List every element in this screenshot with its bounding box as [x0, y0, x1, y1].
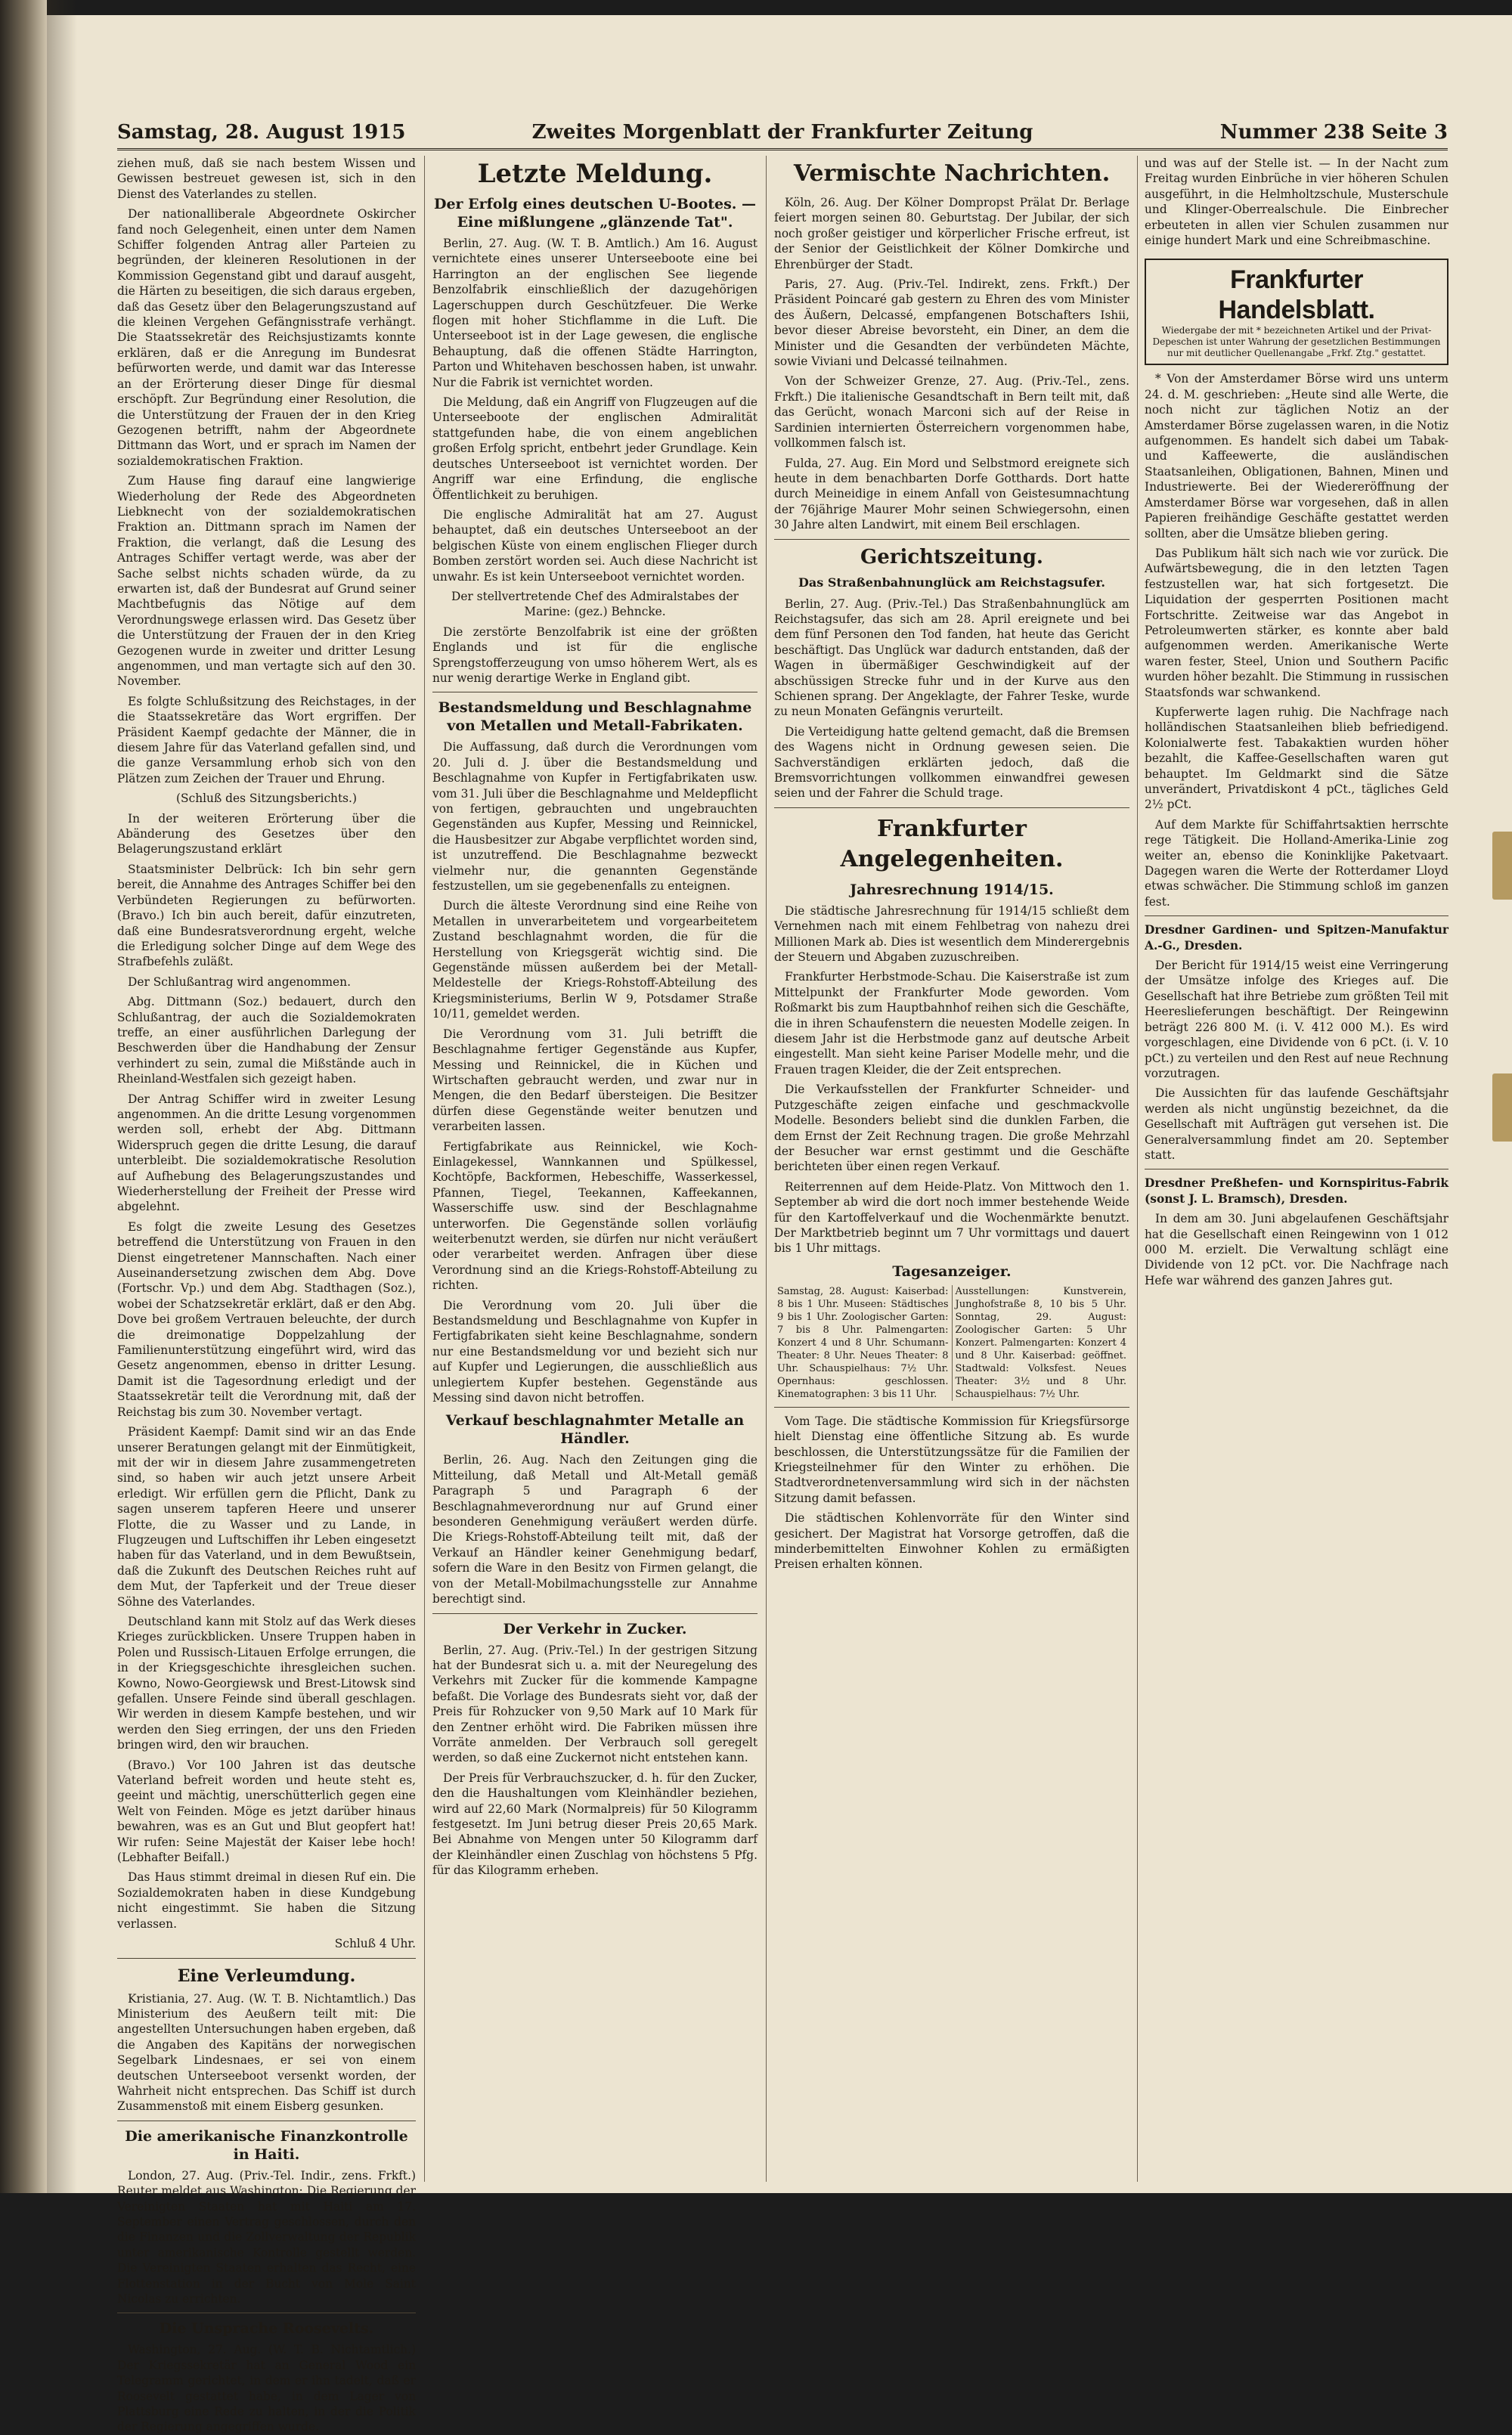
article-heading: Die Unsprache Roosevelts.	[159, 2320, 374, 2337]
divider	[432, 1613, 758, 1614]
paragraph: Zum Hause fing darauf eine langwierige Wiederholung der Rede des Abgeordneten Liebknecht von der sozialdemokratischen Fraktion an. Dittmann sprach im Namen der Fraktion, die verlangt, daß die Lesung des Antrages Schiffer vertagt werde, was aber der Sache selbst nichts schaden würde, da zu erwarten ist, daß der Bundesrat auf Grund seiner Machtbefugnis das Nötige auf dem Verordnungswege erlassen wird. Das Gesetz über die Unterstützung der Frauen der in den Krieg Gezogenen wurde in zweiter und dritter Lesung angenommen, und man vertagte sich auf den 30. November.	[117, 474, 416, 689]
column-3	[774, 156, 1129, 2182]
paragraph: Der Schlußantrag wird angenommen.	[128, 974, 351, 989]
paragraph: Fulda, 27. Aug. Ein Mord und Selbstmord ereignete sich heute in dem benachbarten Dorfe Gotthards. Dort hatte durch Meineidige in einem Anfall von Geistesumnachtung der 76jährige Maurer Mohr seinen Schwiegersohn, einen 30 Jahre alten Landwirt, mit einem Beil erschlagen.	[774, 456, 1129, 532]
paragraph: Berlin, 27. Aug. (Priv.-Tel.) Das Straßenbahnunglück am Reichstagsufer, das sich am 28. April ereignete und bei dem fünf Personen den Tod fanden, hat heute das Gericht beschäftigt. Das Unglück war dadurch entstanden, daß der Wagen in übermäßiger Geschwindigkeit auf der abschüssigen Strecke fuhr und in der Kurve aus den Schienen sprang. Der Angeklagte, der Fahrer Teske, wurde zu neun Monaten Gefängnis verurteilt.	[774, 596, 1129, 719]
paragraph: (Bravo.) Vor 100 Jahren ist das deutsche Vaterland befreit worden und heute steht es, geeint und mächtig, unerschütterlich gegen eine Welt von Feinden. Möge es jetzt darüber hinaus bewahren, was es an Gut und Blut geopfert hat! Wir rufen: Seine Majestät der Kaiser lebe hoch! (Lebhafter Beifall.)	[117, 1758, 416, 1865]
column-2	[432, 156, 758, 2182]
article-heading: Dresdner Gardinen- und Spitzen-Manufaktur A.-G., Dresden.	[1145, 923, 1448, 953]
paragraph: Durch die älteste Verordnung sind eine Reihe von Metallen in unverarbeitetem und vorgearbeitetem Zustand beschlagnahmt worden, die für die Herstellung von Kriegsgerät wichtig sind. Die Gegenstände müssen außerdem bei der Metall-Meldestelle der Kriegs-Rohstoff-Abteilung des Kriegsministeriums, Berlin W 9, Potsdamer Straße 10/11, gemeldet werden.	[432, 899, 758, 1021]
paragraph: Der Bericht für 1914/15 weist eine Verringerung der Umsätze infolge des Krieges auf. Die Gesellschaft hat ihre Betriebe zum größten Teil mit Heereslieferungen beschäftigt. Der Reingewinn beträgt 226 800 M. (i. V. 412 000 M.). Es wird vorgeschlagen, eine Dividende von 6 pCt. (i. V. 10 pCt.) zu verteilen und den Rest auf neue Rechnung vorzutragen.	[1145, 959, 1448, 1080]
paragraph: In dem am 30. Juni abgelaufenen Geschäftsjahr hat die Gesellschaft einen Reingewinn von 1 012 000 M. erzielt. Die Verwaltung schlägt eine Dividende von 12 pCt. vor. Die Nachfrage nach Hefe war während des ganzen Jahres gut.	[1145, 1212, 1448, 1287]
divider	[774, 807, 1129, 808]
paragraph: Köln, 26. Aug. Der Kölner Dompropst Prälat Dr. Berlage feiert morgen seinen 80. Geburtstag. Der Jubilar, der sich noch großer geistiger und körperlicher Frische erfreut, ist der Senior der Geistlichkeit der Kölner Domkirche und Ehrenbürger der Stadt.	[774, 196, 1129, 271]
article-heading: Gerichtszeitung.	[860, 545, 1043, 568]
column-rule	[1137, 156, 1138, 2182]
paragraph: Die zerstörte Benzolfabrik ist eine der größten Englands und ist für die englische Sprengstofferzeugung von umso höherem Wert, als es nur wenig derartige Werke in England gibt.	[432, 624, 758, 685]
signature: Der stellvertretende Chef des Admiralstabes der Marine: (gez.) Behncke.	[451, 589, 739, 619]
section-note: (Schluß des Sitzungsberichts.)	[176, 792, 357, 806]
article-heading: Der Verkehr in Zucker.	[503, 1620, 687, 1637]
paragraph: * Von der Amsterdamer Börse wird uns unterm 24. d. M. geschrieben: „Heute sind alle Werte, die noch nicht zur täglichen Notiz an der Amsterdamer Börse zugelassen waren, in die Notiz aufgenommen. Es handelt sich dabei um Tabak- und Kaffeewerte, die ausländischen Staatsanleihen, Obligationen, Bahnen, Minen und Industriewerte. Bei der Wiedereröffnung der Amsterdamer Börse war vorgesehen, daß in allen Papieren freihändige Geschäfte gestattet werden sollten, aber die Umsätze blieben gering.	[1145, 372, 1448, 541]
paragraph: Deutschland kann mit Stolz auf das Werk dieses Krieges zurückblicken. Unsere Truppen haben in Polen und Russisch-Litauen Erfolge errungen, die in der Kriegsgeschichte ihresgleichen suchen. Kowno, Nowo-Georgiewsk und Brest-Litowsk sind gefallen. Unsere Feinde sind überall geschlagen. Wir werden in diesem Kampfe bestehen, und wir werden den Sieg erringen, der uns den Frieden bringen wird, den wir brauchen.	[117, 1614, 416, 1752]
daily-listings	[774, 1285, 1129, 1401]
article-heading: Eine Verleumdung.	[177, 1966, 356, 1986]
paragraph: Der nationalliberale Abgeordnete Oskircher fand noch Gelegenheit, einen unter dem Namen Schiffer folgenden Antrag aller Parteien zu begründen, der kleineren Resolutionen in der Kommission Gegenstand gibt und darauf ausgeht, die Härten zu beseitigen, die sich daraus ergeben, daß das Gesetz über den Belagerungszustand auf die kleinen Vergehen Gefängnisstrafe verhängt. Die Staatssekretär des Reichsjustizamts konnte erklären, daß er die Anregung im Bundesrat befürworten werde, und damit war das Interesse an der Erörterung dieser Dinge für diesmal erschöpft. Zur Begründung einer Resolution, die die Unterstützung der Frauen der in den Krieg Gezogenen betrifft, nahm der Abgeordnete Dittmann das Wort, und er sprach im Namen der sozialdemokratischen Fraktion.	[117, 207, 416, 468]
article-heading: Dresdner Preßhefen- und Kornspiritus-Fabrik (sonst J. L. Bramsch), Dresden.	[1145, 1176, 1448, 1206]
column-rule	[424, 156, 425, 2182]
paragraph: Das Publikum hält sich nach wie vor zurück. Die Aufwärtsbewegung, die in den letzten Tagen festzustellen war, hat sich fortgesetzt. Die Liquidation der gesperrten Positionen macht Fortschritte. Zeitweise war das Angebot in Petroleumwerten stärker, es konnte aber bald aufgenommen werden. Amerikanische Werte waren fester, Steel, Union und Southern Pacific wurden höher bezahlt. Die Stimmung in russischen Staatsfonds war schwankend.	[1145, 546, 1448, 699]
page-tab-marker	[1492, 832, 1512, 900]
paragraph: Das Haus stimmt dreimal in diesen Ruf ein. Die Sozialdemokraten haben in diese Kundgebung nicht eingestimmt. Sie haben die Sitzung verlassen.	[117, 1870, 416, 1931]
article-heading: Bestandsmeldung und Beschlagnahme von Metallen und Metall-Fabrikaten.	[438, 699, 752, 735]
paragraph: In der weiteren Erörterung über die Abänderung des Gesetzes über den Belagerungszustand erklärt	[117, 811, 416, 857]
paragraph: Die städtische Jahresrechnung für 1914/15 schließt dem Vernehmen nach mit einem Fehlbetrag von nahezu drei Millionen Mark ab. Dies ist wesentlich dem Minderergebnis der Steuern und Abgaben zuzuschreiben.	[774, 903, 1129, 965]
paragraph: Die Meldung, daß ein Angriff von Flugzeugen auf die Unterseeboote der englischen Admiralität stattgefunden habe, die von einem angeblichen großen Erfolg spricht, entbehrt jeder Grundlage. Kein deutsches Unterseeboot ist vernichtet worden. Der Angriff war eine Erfindung, die englische Öffentlichkeit zu beruhigen.	[432, 395, 758, 502]
column-rule	[766, 156, 767, 2182]
adjacent-page-edge	[0, 0, 47, 2193]
paragraph: und was auf der Stelle ist. — In der Nacht zum Freitag wurden Einbrüche in vier höheren Schulen ausgeführt, in die Helmholtzschule, Musterschule und Klinger-Oberrealschule. Die Einbrecher erbeuteten in allen vier Schulen zusammen nur einige hundert Mark und eine Schreibmaschine.	[1145, 156, 1448, 248]
paragraph: Die Verordnung vom 31. Juli betrifft die Beschlagnahme fertiger Gegenstände aus Kupfer, Messing und Reinnickel, die in Küchen und Wirtschaften gebraucht werden, und zwar nur in Mengen, die den Bedarf übersteigen. Die Besitzer dürfen diese Gegenstände weiter benutzen und verarbeiten lassen.	[432, 1027, 758, 1134]
paragraph: Abg. Dittmann (Soz.) bedauert, durch den Schlußantrag, der auch die Sozialdemokraten treffe, an einer ausführlichen Darlegung der Beschwerden über die Handhabung der Zensur verhindert zu sein, zumal die Mißstände auch in Rheinland-Westfalen sich gezeigt haben.	[117, 995, 416, 1086]
paragraph: Der Antrag Schiffer wird in zweiter Lesung angenommen. An die dritte Lesung vorgenommen werden soll, erhebt der Abg. Dittmann Widerspruch gegen die dritte Lesung, die darauf unterbleibt. Die sozialdemokratische Resolution auf Aufhebung des Belagerungszustandes und Wiederherstellung der Freiheit der Presse wird abgelehnt.	[117, 1092, 416, 1214]
article-heading: Frankfurter Angelegenheiten.	[840, 815, 1064, 872]
paragraph: Die Aussichten für das laufende Geschäftsjahr werden als nicht ungünstig bezeichnet, da die Gesellschaft mit Aufträgen gut versehen ist. Die Generalversammlung findet am 20. September statt.	[1145, 1086, 1448, 1162]
paragraph: Auf dem Markte für Schiffahrtsaktien herrschte rege Tätigkeit. Die Holland-Amerika-Linie zog weiter an, ebenso die Koninklijke Paketvaart. Dagegen waren die Werte der Rotterdamer Lloyd etwas schwächer. Die Stimmung schloß im ganzen fest.	[1145, 817, 1448, 909]
article-subheading: Der Erfolg eines deutschen U-Bootes. — Eine mißlungene „glänzende Tat".	[433, 196, 757, 231]
divider	[774, 1407, 1129, 1408]
paragraph: Kristiania, 27. Aug. (W. T. B. Nichtamtlich.) Das Ministerium des Aeußern teilt mit: Die angestellten Untersuchungen haben ergeben, daß die Angaben des Kapitäns der norwegischen Segelbark Lindesnaes, er sei von einem deutschen Unterseeboot versenkt worden, der Wahrheit nicht entsprechen. Das Schiff ist durch Zusammenstoß mit einem Eisberg gesunken.	[117, 1991, 416, 2114]
paragraph: Die städtischen Kohlenvorräte für den Winter sind gesichert. Der Magistrat hat Vorsorge getroffen, daß die minderbemittelten Einwohner Kohlen zu ermäßigten Preisen erhalten können.	[774, 1511, 1129, 1572]
paragraph: Vom Tage. Die städtische Kommission für Kriegsfürsorge hielt Dienstag eine öffentliche Sitzung ab. Es wurde beschlossen, die Unterstützungssätze für die Familien der Kriegsteilnehmer für den Winter zu erhöhen. Die Stadtverordnetenversammlung wird sich in der nächsten Sitzung damit befassen.	[774, 1414, 1129, 1505]
paragraph: Die Verordnung vom 20. Juli über die Bestandsmeldung und Beschlagnahme von Kupfer in Fertigfabrikaten sieht keine Beschlagnahme, sondern nur eine Bestandsmeldung vor und bezieht sich nur auf Kupfer und Legierungen, die ausschließlich aus unlegiertem Kupfer bestehen. Gegenstände aus Messing sind davon nicht betroffen.	[432, 1298, 758, 1405]
page-header	[117, 121, 1448, 150]
divider	[1145, 915, 1448, 916]
divider	[774, 539, 1129, 540]
masthead-title: Frankfurter Handelsblatt.	[1218, 265, 1375, 325]
paragraph: Es folgte Schlußsitzung des Reichstages, in der die Staatssekretäre das Wort ergriffen. Der Präsident Kaempf gedachte der Männer, die in diesem Jahre für das Vaterland gefallen sind, und die ganze Versammlung erhob sich von den Plätzen zum Zeichen der Trauer und Ehrung.	[117, 694, 416, 785]
paragraph: London, 27. Aug. (Priv.-Tel. Indir., zens. Frkft.) Reuter meldet aus Washington: Die Regierung der Vereinigten Staaten hat mit Haiti am 17. September einen Vertrag geschlossen, durch den die Finanzen und die Zollverwaltung der Republik unter amerikanische Kontrolle gestellt werden. Die Vereinigten Staaten erhalten das Recht, eine Flottenstation in der Bucht von Mole Saint Nicolas zu errichten.	[117, 2168, 416, 2306]
article-subheading: Das Straßenbahnunglück am Reichstagsufer.	[798, 575, 1105, 590]
page-gutter-shadow	[47, 0, 77, 2193]
paragraph: Der Preis für Verbrauchszucker, d. h. für den Zucker, den die Haushaltungen vom Kleinhändler beziehen, wird auf 22,60 Mark (Normalpreis) für 50 Kilogramm festgesetzt. Im Juni betrug dieser Preis 20,65 Mark. Bei Abnahme von Mengen unter 50 Kilogramm darf der Kleinhändler einen Zuschlag von höchstens 5 Pfg. für das Kilogramm erheben.	[432, 1770, 758, 1878]
article-heading: Verkauf beschlagnahmter Metalle an Händler.	[445, 1412, 745, 1448]
paragraph: Die Auffassung, daß durch die Verordnungen vom 20. Juli d. J. über die Bestandsmeldung und Beschlagnahme von Kupfer in Fertigfabrikaten usw. vom 31. Juli über die Beschlagnahme und Meldepflicht von fertigen, gebrauchten und ungebrauchten Gegenständen aus Kupfer, Messing und Reinnickel, die Hausbesitzer zur Abgabe verpflichtet worden sind, ist unzutreffend. Die Beschlagnahme bezweckt vielmehr nur, die genannten Gegenstände festzustellen, um sie gegebenenfalls zu enteignen.	[432, 740, 758, 894]
paragraph: Berlin, 26. Aug. Nach den Zeitungen ging die Mitteilung, daß Metall und Alt-Metall gemäß Paragraph 5 und Paragraph 6 der Beschlagnahmeverordnung nur auf Grund einer besonderen Genehmigung veräußert werden dürfe. Die Kriegs-Rohstoff-Abteilung teilt mit, daß der Verkauf an Händler keiner Genehmigung bedarf, sofern die Ware in den Besitz von Firmen gelangt, die von der Metall-Mobilmachungsstelle zur Annahme berechtigt sind.	[432, 1453, 758, 1606]
paragraph: Berlin, 27. Aug. (W. T. B. Amtlich.) Am 16. August vernichtete eines unserer Unterseeboote eine bei Harrington an der englischen See liegende Benzolfabrik einschließlich der dazugehörigen Lagerschuppen durch Geschützfeuer. Die Werke flogen mit hoher Stichflamme in die Luft. Die Unterseeboot ist in der Lage gewesen, die englische Behauptung, daß die offenen Städte Harrington, Parton und Whitehaven beschossen haben, ist unwahr. Nur die Fabrik ist vernichtet worden.	[432, 237, 758, 389]
listings-left: Samstag, 28. August: Kaiserbad: 8 bis 1 Uhr. Museen: Städtisches 9 bis 1 Uhr. Zoologischer Garten: 7 bis 8 Uhr. Palmengarten: Konzert 4 und 8 Uhr. Schumann-Theater: 8 Uhr. Neues Theater: 8 Uhr. Schauspielhaus: 7½ Uhr. Opernhaus: geschlossen. Kinematographen: 3 bis 11 Uhr.	[774, 1285, 953, 1401]
article-subheading: Jahresrechnung 1914/15.	[850, 881, 1054, 898]
listings-right: Ausstellungen: Kunstverein, Junghofstraße 8, 10 bis 5 Uhr. Sonntag, 29. August: Zoologischer Garten: 5 Uhr Konzert. Palmengarten: Konzert 4 und 8 Uhr. Kaiserbad: geöffnet. Stadtwald: Volksfest. Neues Theater: 3½ und 8 Uhr. Schauspielhaus: 7½ Uhr.	[955, 1285, 1126, 1400]
paragraph: Schluß 4 Uhr.	[334, 1937, 416, 1951]
paragraph: Kupferwerte lagen ruhig. Die Nachfrage nach holländischen Staatsanleihen blieb befriedigend. Kolonialwerte fest. Tabakaktien wurden höher bezahlt, die Kaffee-Gesellschaften waren gut behauptet. Im Geldmarkt sind die Sätze unverändert, Privatdiskont 4 pCt., tägliches Geld 2½ pCt.	[1145, 705, 1448, 812]
paragraph: Die englische Admiralität hat am 27. August behauptet, daß ein deutsches Unterseeboot an der belgischen Küste von einem englischen Flieger durch Bomben zerstört worden sei. Auch diese Nachricht ist unwahr. Es ist kein Unterseeboot vernichtet worden.	[432, 507, 758, 584]
handelsblatt-masthead	[1145, 259, 1448, 365]
paragraph: Es folgt die zweite Lesung des Gesetzes betreffend die Unterstützung von Frauen in den Dienst eingetretener Mannschaften. Nach einer Auseinandersetzung zwischen dem Abg. Dove (Fortschr. Vp.) und dem Abg. Stadthagen (Soz.), wobei der Schatzsekretär erklärt, daß er den Abg. Dove bei großem Vertrauen beleuchte, der durch die dreimonatige Doppelzahlung der Familienunterstützung eingeführt wird, wird das Gesetz angenommen, ebenso in dritter Lesung. Damit ist die Tagesordnung erledigt und der Staatssekretär teilt die Verordnung mit, daß der Reichstag bis zum 30. November vertagt.	[117, 1219, 416, 1419]
paragraph: Reiterrennen auf dem Heide-Platz. Von Mittwoch den 1. September ab wird die dort noch immer bestehende Weide für den Kartoffelverkauf und die Wochenmärkte benutzt. Der Marktbetrieb beginnt um 7 Uhr vormittags und dauert bis 1 Uhr mittags.	[774, 1179, 1129, 1256]
article-heading: Die amerikanische Finanzkontrolle in Haiti.	[125, 2127, 408, 2163]
column-1	[117, 156, 416, 2434]
page-tab-marker	[1492, 1073, 1512, 1142]
column-4	[1145, 156, 1448, 2182]
paragraph: Paris, 27. Aug. (Priv.-Tel. Indirekt, zens. Frkft.) Der Präsident Poincaré gab gestern zu Ehren des vom Minister des Äußern, Delcassé, empfangenen Botschafters Ishii, bevor dieser Abreise bevorsteht, ein Diner, an dem die Minister und die Gesandten der verbündeten Mächte, sowie Viviani und Delcassé teilnahmen.	[774, 277, 1129, 369]
header-page-number: Nummer 238 Seite 3	[1219, 121, 1448, 144]
paragraph: Präsident Kaempf: Damit sind wir an das Ende unserer Beratungen gelangt mit der Einmütigkeit, mit der wir in diesem Jahre zusammengetreten sind, so haben wir auch jetzt unsere Arbeit erledigt. Wir erfüllen gern die Pflicht, Dank zu sagen unserem tapferen Heere und unserer Flotte, die zu Wasser und zu Lande, in Flugzeugen und Luftschiffen ihr Leben eingesetzt haben für das Vaterland, und in dem Bewußtsein, daß die Zukunft des Deutschen Reiches ruht auf dem Mut, der Tapferkeit und der Treue dieser Söhne des Vaterlandes.	[117, 1425, 416, 1609]
paragraph: Berlin, 27. Aug. (Priv.-Tel.) In der gestrigen Sitzung hat der Bundesrat sich u. a. mit der Neuregelung des Verkehrs mit Zucker für die kommende Kampagne befaßt. Die Vorlage des Bundesrats sieht vor, daß der Preis für Rohzucker von 9,50 Mark auf 10 Mark für den Zentner erhöht wird. Die Fabriken müssen ihre Vorräte anmelden. Der Verbrauch soll geregelt werden, so daß eine Zuckernot nicht entstehen kann.	[432, 1643, 758, 1765]
article-heading: Letzte Meldung.	[477, 159, 713, 189]
section-heading: Tagesanzeiger.	[892, 1262, 1012, 1280]
paragraph: Washington, 27. Aug. (W. T. B. Nichtamtlich.) Der Kriegssekretär hat an General Wood ein Telegramm gerichtet, in dem er ihn tadelt, daß er Roosevelt gestattet habe, in dem Lager von Plattsburg eine Rede zu halten, in der die Politik der Regierung angegriffen wurde.	[117, 2343, 416, 2434]
paragraph: Frankfurter Herbstmode-Schau. Die Kaiserstraße ist zum Mittelpunkt der Frankfurter Mode geworden. Vom Roßmarkt bis zum Hauptbahnhof reihen sich die Geschäfte, die in ihren Schaufenstern die neuesten Modelle zeigen. In diesem Jahr ist die Herbstmode ganz auf deutsche Arbeit eingestellt. Man sieht keine Pariser Modelle mehr, und die Frauen tragen Kleider, die der Zeit entsprechen.	[774, 970, 1129, 1077]
paragraph: ziehen muß, daß sie nach bestem Wissen und Gewissen bestreuet gewesen ist, sich in den Dienst des Vaterlandes zu stellen.	[117, 156, 416, 201]
article-heading: Vermischte Nachrichten.	[793, 160, 1111, 187]
divider	[117, 1958, 416, 1959]
paragraph: Fertigfabrikate aus Reinnickel, wie Koch-Einlagekessel, Wannkannen und Spülkessel, Kochtöpfe, Backformen, Hebeschiffe, Wasserkessel, Pfannen, Tiegel, Teekannen, Kaffeekannen, Wasserschiffe usw. sind der Beschlagnahme unterworfen. Die Gegenstände sollen vorläufig weiterbenutzt werden, sie dürfen nur nicht veräußert oder verarbeitet werden. Anfragen über diese Verordnung sind an die Kriegs-Rohstoff-Abteilung zu richten.	[432, 1139, 758, 1293]
header-date: Samstag, 28. August 1915	[117, 121, 406, 144]
paragraph: Die Verteidigung hatte geltend gemacht, daß die Bremsen des Wagens nicht in Ordnung gewesen seien. Die Sachverständigen erklärten jedoch, daß die Bremsvorrichtungen vollkommen einwandfrei gewesen seien und der Fahrer die Schuld trage.	[774, 724, 1129, 801]
masthead-note: Wiedergabe der mit * bezeichneten Artikel und der Privat-Depeschen ist unter Wahrung der gesetzlichen Bestimmungen nur mit deutlicher Quellenangabe „Frkf. Ztg." gestattet.	[1152, 325, 1441, 359]
paragraph: Von der Schweizer Grenze, 27. Aug. (Priv.-Tel., zens. Frkft.) Die italienische Gesandtschaft in Bern teilt mit, daß das Gerücht, wonach Marconi sich auf der Reise in Sardinien internierten Österreichern vorgenommen habe, vollkommen falsch ist.	[774, 374, 1129, 451]
paragraph: Die Verkaufsstellen der Frankfurter Schneider- und Putzgeschäfte zeigen einfache und geschmackvolle Modelle. Besonders beliebt sind die dunklen Farben, die dem Ernst der Zeit Rechnung tragen. Die große Mehrzahl der Besucher war ernst gestimmt und die Geschäfte berichteten über einen regen Verkauf.	[774, 1083, 1129, 1174]
header-publication: Zweites Morgenblatt der Frankfurter Zeitung	[531, 121, 1033, 144]
paragraph: Staatsminister Delbrück: Ich bin sehr gern bereit, die Annahme des Antrages Schiffer bei den Verbündeten Regierungen zu befürworten. (Bravo.) Ich bin auch bereit, dafür einzutreten, daß eine Bundesratsverordnung ergeht, welche die Erledigung solcher Dinge auf dem Wege des Strafbefehls zuläßt.	[117, 862, 416, 969]
